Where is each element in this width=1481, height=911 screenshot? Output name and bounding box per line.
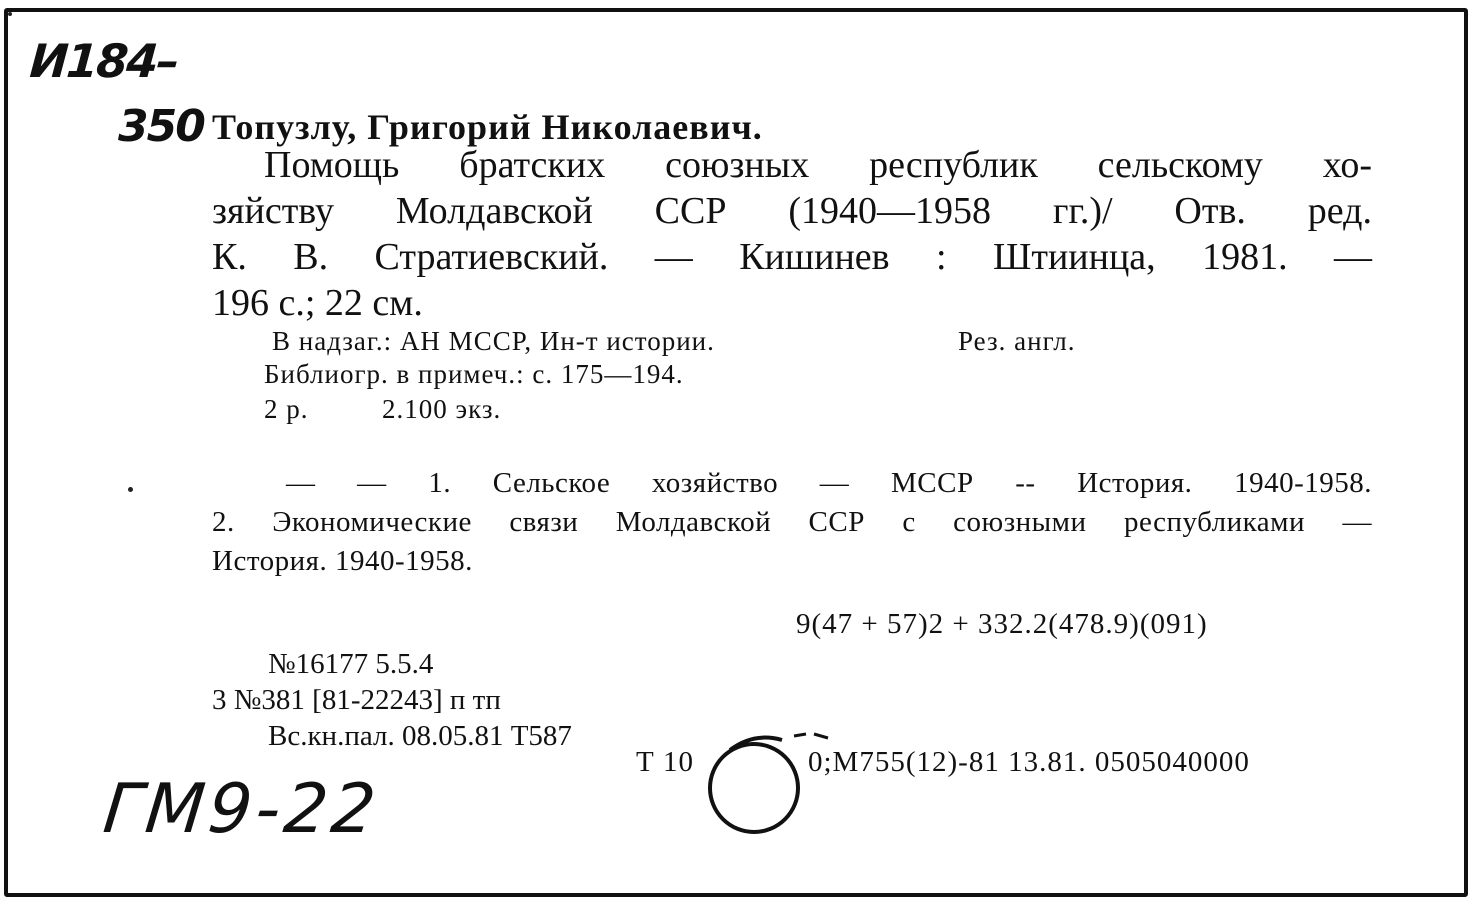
title-line: 196 с.; 22 см. — [212, 282, 423, 324]
subject-line: 2. Экономические связи Молдавской ССР с союзными республиками — — [212, 506, 1372, 538]
title-line: Помощь братских союзных республик сельскому хо- — [264, 144, 1372, 186]
handwritten-shelf-mark-line1: И184– — [28, 34, 180, 88]
subject-line: — — 1. Сельское хозяйство — МССР -- История. 1940-1958. — [286, 467, 1372, 499]
speck-mark — [8, 12, 12, 16]
title-line: К. В. Стратиевский. — Кишинев : Штиинца, 1981. — — [212, 236, 1372, 278]
classification-index: 9(47 + 57)2 + 332.2(478.9)(091) — [796, 608, 1208, 640]
note-header-institution: В надзаг.: АН МССР, Ин-т истории. — [272, 326, 715, 356]
book-chamber-code: Вс.кн.пал. 08.05.81 Т587 — [268, 720, 572, 752]
tcode-right: 0;М755(12)-81 13.81. 0505040000 — [808, 746, 1250, 778]
note-print-run: 2.100 экз. — [382, 394, 502, 424]
handwritten-shelf-mark-line2: 350 — [118, 101, 204, 152]
title-description — [212, 142, 1372, 326]
tcode-left: Т 10 — [636, 746, 694, 778]
subject-line: История. 1940-1958. — [212, 545, 473, 577]
speck-mark — [128, 487, 133, 492]
note-summary-language: Рез. англ. — [958, 326, 1076, 356]
author-heading: Топузлу, Григорий Николаевич. — [212, 107, 763, 147]
punch-hole-stamp-icon — [708, 742, 800, 834]
handwritten-bottom-code: ГМ9-22 — [99, 770, 384, 849]
title-line: зяйству Молдавской ССР (1940—1958 гг.)/ Отв. ред. — [212, 190, 1372, 232]
order-number: 3 №381 [81-22243] п тп — [212, 684, 501, 716]
record-number: №16177 5.5.4 — [268, 648, 434, 680]
note-price: 2 р. — [264, 394, 309, 424]
note-bibliography: Библиогр. в примеч.: с. 175—194. — [264, 359, 684, 389]
subject-headings — [212, 464, 1372, 581]
